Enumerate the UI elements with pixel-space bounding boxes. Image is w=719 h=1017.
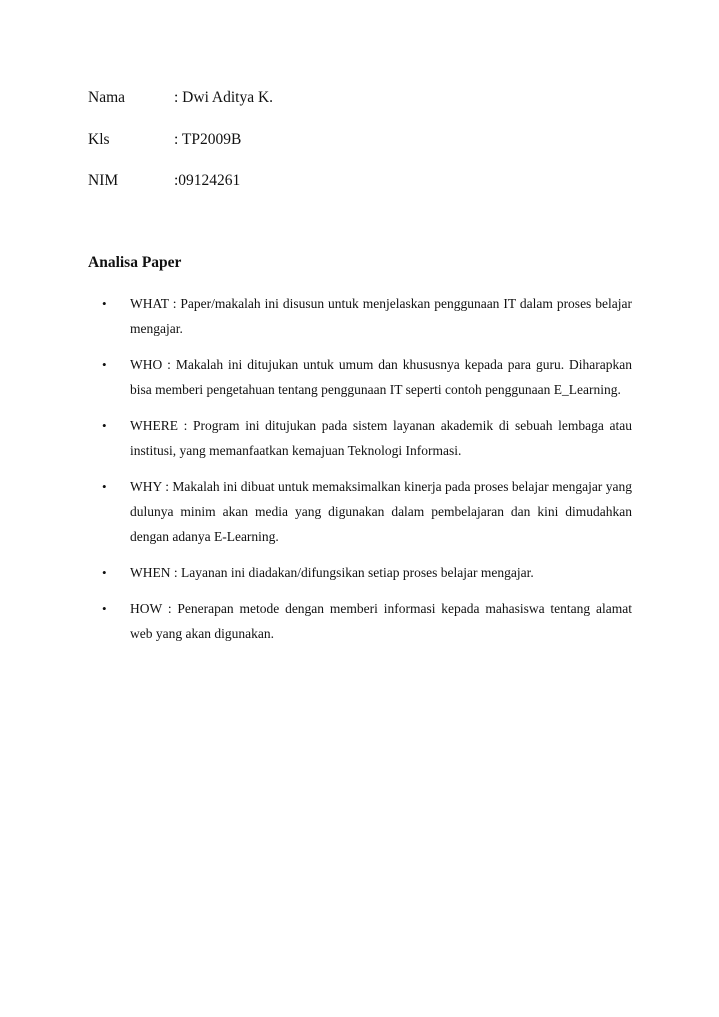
nim-row bbox=[88, 171, 240, 191]
nim-label: NIM bbox=[88, 172, 119, 189]
list-item-who bbox=[100, 352, 632, 402]
class-row bbox=[88, 130, 241, 150]
list-item-where bbox=[100, 413, 632, 463]
nim-value: :09124261 bbox=[174, 172, 241, 189]
list-item-text: WHEN : Layanan ini diadakan/difungsikan setiap proses belajar mengajar. bbox=[130, 565, 534, 580]
list-item-text: WHO : Makalah ini ditujukan untuk umum dan khususnya kepada para guru. Diharapkan bisa memberi pengetahuan tentang penggunaan IT seperti contoh penggunaan E_Learning. bbox=[130, 357, 632, 397]
name-row bbox=[88, 88, 273, 108]
class-value: : TP2009B bbox=[174, 131, 242, 148]
list-item-text: WHAT : Paper/makalah ini disusun untuk menjelaskan penggunaan IT dalam proses belajar mengajar. bbox=[130, 296, 632, 336]
analysis-list bbox=[100, 291, 632, 657]
class-label: Kls bbox=[88, 131, 110, 148]
list-item-how bbox=[100, 596, 632, 646]
list-item-text: WHY : Makalah ini dibuat untuk memaksimalkan kinerja pada proses belajar mengajar yang dulunya minim akan media yang digunakan dalam pembelajaran dan kini dimudahkan dengan adanya E-Learning. bbox=[130, 479, 632, 544]
bullet-icon: • bbox=[102, 479, 107, 494]
list-item-when bbox=[100, 560, 632, 585]
name-value: : Dwi Aditya K. bbox=[174, 89, 274, 106]
bullet-icon: • bbox=[102, 418, 107, 433]
bullet-icon: • bbox=[102, 601, 107, 616]
list-item-text: WHERE : Program ini ditujukan pada sistem layanan akademik di sebuah lembaga atau institusi, yang memanfaatkan kemajuan Teknologi Informasi. bbox=[130, 418, 632, 458]
section-title: Analisa Paper bbox=[88, 254, 182, 271]
bullet-icon: • bbox=[102, 296, 107, 311]
list-item-text: HOW : Penerapan metode dengan memberi informasi kepada mahasiswa tentang alamat web yang akan digunakan. bbox=[130, 601, 632, 641]
name-label: Nama bbox=[88, 89, 126, 106]
bullet-icon: • bbox=[102, 565, 107, 580]
bullet-icon: • bbox=[102, 357, 107, 372]
list-item-what bbox=[100, 291, 632, 341]
list-item-why bbox=[100, 474, 632, 549]
